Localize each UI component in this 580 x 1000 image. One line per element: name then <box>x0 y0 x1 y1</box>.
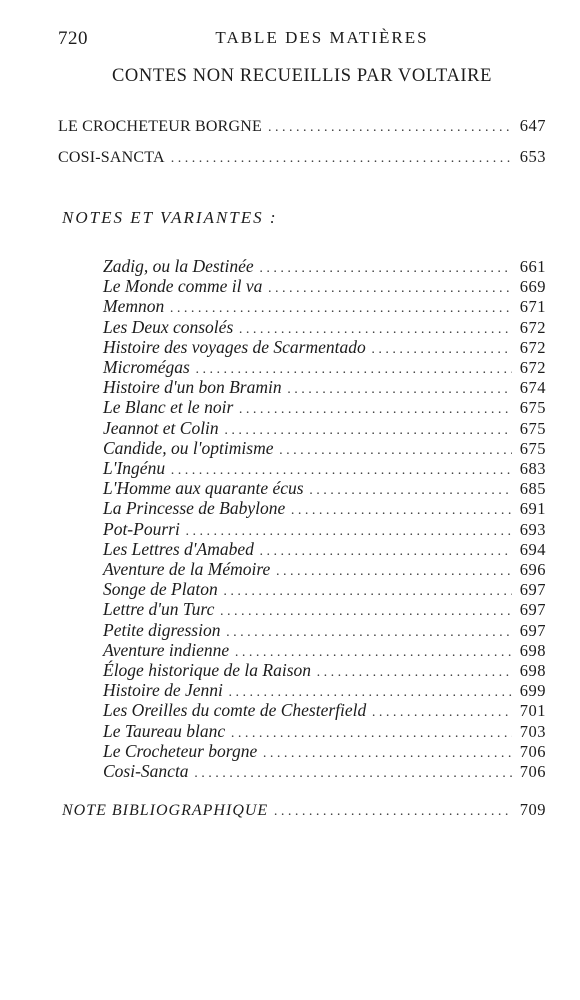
entry-page: 661 <box>519 257 546 276</box>
entry-title: Candide, ou l'optimisme <box>103 437 274 458</box>
note-entry <box>103 438 546 458</box>
entry-title: Songe de Platon <box>103 579 218 600</box>
entry-page: 675 <box>519 398 546 418</box>
dot-leader <box>372 342 512 358</box>
entry-title: Le Taureau blanc <box>103 720 226 741</box>
entry-page: 703 <box>519 721 546 741</box>
entry-page: 706 <box>519 762 546 781</box>
note-entry <box>103 296 546 316</box>
entry-title: NOTE BIBLIOGRAPHIQUE <box>62 802 269 819</box>
note-entry <box>103 377 546 397</box>
dot-leader <box>291 503 512 519</box>
entry-page: 697 <box>519 620 546 640</box>
entry-page: 699 <box>519 681 546 701</box>
dot-leader <box>268 281 512 297</box>
entry-page: 672 <box>519 358 546 377</box>
running-title: TABLE DES MATIÈRES <box>215 28 429 47</box>
entry-title: Le Blanc et le noir <box>103 397 234 418</box>
entry-page: 672 <box>519 317 546 337</box>
section-title: CONTES NON RECUEILLIS PAR VOLTAIRE <box>111 66 493 86</box>
note-entry <box>103 599 546 619</box>
entry-title: Histoire des voyages de Scarmentado <box>103 336 366 357</box>
dot-leader <box>276 564 512 580</box>
note-entry <box>103 579 546 599</box>
note-entry <box>103 337 546 357</box>
note-entry <box>103 357 546 377</box>
dot-leader <box>274 804 512 820</box>
entry-page: 697 <box>519 580 546 600</box>
entry-page: 674 <box>519 378 546 398</box>
entry-page: 698 <box>519 640 546 660</box>
dot-leader <box>226 625 512 641</box>
note-entry <box>103 478 546 498</box>
toc-entry <box>58 147 546 167</box>
entry-page: 671 <box>519 297 546 317</box>
entry-title: Memnon <box>103 296 165 317</box>
note-entry <box>103 700 546 720</box>
note-entry <box>103 620 546 640</box>
dot-leader <box>239 322 512 338</box>
dot-leader <box>263 746 512 762</box>
entry-page: 672 <box>519 337 546 357</box>
dot-leader <box>260 261 512 277</box>
entry-title: LE CROCHETEUR BORGNE <box>58 118 262 135</box>
note-entry <box>103 761 546 781</box>
note-entry <box>103 458 546 478</box>
note-entry <box>103 317 546 337</box>
dot-leader <box>170 301 512 317</box>
entry-title: Pot-Pourri <box>103 518 180 539</box>
entry-page: 701 <box>519 701 546 721</box>
dot-leader <box>186 524 512 540</box>
entry-page: 675 <box>519 438 546 458</box>
entry-title: Les Oreilles du comte de Chesterfield <box>103 700 367 721</box>
entry-page: 669 <box>519 277 546 297</box>
note-entry <box>103 397 546 417</box>
page-number: 720 <box>58 28 88 49</box>
entry-title: Petite digression <box>103 619 221 640</box>
dot-leader <box>310 483 512 499</box>
entry-page: 696 <box>519 560 546 579</box>
dot-leader <box>239 402 512 418</box>
entry-title: L'Ingénu <box>103 458 166 478</box>
dot-leader <box>171 463 512 479</box>
entry-title: Aventure de la Mémoire <box>103 559 271 579</box>
note-entry <box>103 418 546 438</box>
dot-leader <box>196 362 512 378</box>
entry-title: La Princesse de Babylone <box>103 498 286 519</box>
entry-title: Histoire d'un bon Bramin <box>103 377 282 398</box>
dot-leader <box>220 604 512 620</box>
bibliography-entry <box>62 800 546 820</box>
entry-title: Histoire de Jenni <box>103 680 223 701</box>
dot-leader <box>279 443 512 459</box>
note-entry <box>103 559 546 579</box>
entry-page: 653 <box>519 147 546 166</box>
dot-leader <box>260 544 512 560</box>
entry-title: Aventure indienne <box>103 639 230 660</box>
dot-leader <box>268 120 512 136</box>
entry-title: Le Monde comme il va <box>103 276 263 297</box>
dot-leader <box>288 382 512 398</box>
entry-title: Jeannot et Colin <box>103 417 219 438</box>
dot-leader <box>171 151 512 167</box>
dot-leader <box>231 726 512 742</box>
dot-leader <box>235 645 512 661</box>
entry-title: Zadig, ou la Destinée <box>103 256 254 276</box>
note-entry <box>103 498 546 518</box>
entry-page: 693 <box>519 519 546 539</box>
note-entry <box>103 519 546 539</box>
entry-title: Les Deux consolés <box>103 316 234 337</box>
dot-leader <box>225 423 512 439</box>
entry-page: 706 <box>519 741 546 761</box>
entry-title: Le Crocheteur borgne <box>103 740 258 761</box>
dot-leader <box>224 584 512 600</box>
entry-page: 709 <box>519 800 546 819</box>
notes-heading: NOTES ET VARIANTES : <box>62 208 278 227</box>
entry-page: 683 <box>519 459 546 478</box>
toc-entry <box>58 116 546 136</box>
entry-page: 685 <box>519 479 546 499</box>
entry-page: 697 <box>519 600 546 620</box>
entry-title: COSI-SANCTA <box>58 149 165 166</box>
entry-page: 691 <box>519 499 546 519</box>
dot-leader <box>229 685 512 701</box>
entry-title: Lettre d'un Turc <box>103 599 215 620</box>
entry-page: 698 <box>519 661 546 680</box>
note-entry <box>103 660 546 680</box>
dot-leader <box>317 665 512 681</box>
entry-title: Les Lettres d'Amabed <box>103 538 254 559</box>
entry-page: 694 <box>519 539 546 559</box>
note-entry <box>103 539 546 559</box>
note-entry <box>103 741 546 761</box>
entry-title: Cosi-Sancta <box>103 761 189 781</box>
entry-page: 675 <box>519 418 546 438</box>
note-entry <box>103 721 546 741</box>
note-entry <box>103 640 546 660</box>
entry-title: L'Homme aux quarante écus <box>103 478 304 499</box>
running-head <box>58 28 546 52</box>
note-entry <box>103 276 546 296</box>
entry-page: 647 <box>519 116 546 135</box>
entry-title: Micromégas <box>103 357 190 377</box>
note-entry <box>103 680 546 700</box>
note-entry <box>103 256 546 276</box>
entry-title: Éloge historique de la Raison <box>103 660 312 680</box>
dot-leader <box>372 705 512 721</box>
dot-leader <box>195 766 512 782</box>
